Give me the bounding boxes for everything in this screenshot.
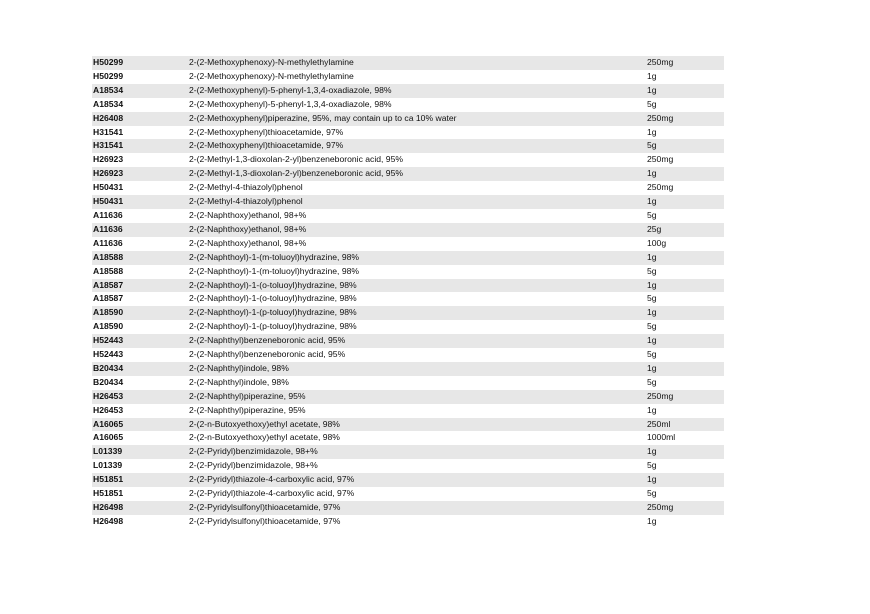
pack-size: 1g <box>646 362 724 376</box>
pack-size: 250mg <box>646 181 724 195</box>
product-code: L01339 <box>92 459 188 473</box>
product-code: A18587 <box>92 279 188 293</box>
product-name: 2-(2-Naphthyl)piperazine, 95% <box>188 390 646 404</box>
product-name: 2-(2-Naphthyl)indole, 98% <box>188 362 646 376</box>
product-name: 2-(2-Naphthoyl)-1-(o-toluoyl)hydrazine, 98% <box>188 279 646 293</box>
pack-size: 5g <box>646 265 724 279</box>
product-name: 2-(2-Pyridyl)benzimidazole, 98+% <box>188 445 646 459</box>
product-code: H51851 <box>92 473 188 487</box>
table-row <box>92 501 724 515</box>
table-row <box>92 418 724 432</box>
pack-size: 5g <box>646 139 724 153</box>
pack-size: 5g <box>646 209 724 223</box>
product-code: H26923 <box>92 167 188 181</box>
table-row <box>92 334 724 348</box>
product-name: 2-(2-Naphthoyl)-1-(o-toluoyl)hydrazine, 98% <box>188 292 646 306</box>
product-code: H26923 <box>92 153 188 167</box>
pack-size: 1g <box>646 84 724 98</box>
product-table-body <box>92 56 724 529</box>
product-code: H26408 <box>92 112 188 126</box>
product-code: H26498 <box>92 515 188 529</box>
product-table <box>92 56 724 529</box>
pack-size: 1g <box>646 251 724 265</box>
table-row <box>92 404 724 418</box>
pack-size: 100g <box>646 237 724 251</box>
pack-size: 5g <box>646 348 724 362</box>
pack-size: 1g <box>646 404 724 418</box>
product-code: A11636 <box>92 209 188 223</box>
table-row <box>92 473 724 487</box>
table-row <box>92 167 724 181</box>
product-name: 2-(2-Methoxyphenyl)thioacetamide, 97% <box>188 126 646 140</box>
product-name: 2-(2-Methyl-4-thiazolyl)phenol <box>188 181 646 195</box>
pack-size: 1g <box>646 167 724 181</box>
pack-size: 1g <box>646 306 724 320</box>
product-name: 2-(2-Pyridyl)benzimidazole, 98+% <box>188 459 646 473</box>
pack-size: 1g <box>646 279 724 293</box>
product-code: A18590 <box>92 320 188 334</box>
table-row <box>92 292 724 306</box>
product-code: A18534 <box>92 84 188 98</box>
pack-size: 1000ml <box>646 431 724 445</box>
table-row <box>92 98 724 112</box>
pack-size: 25g <box>646 223 724 237</box>
table-row <box>92 390 724 404</box>
product-name: 2-(2-Naphthoxy)ethanol, 98+% <box>188 237 646 251</box>
pack-size: 250ml <box>646 418 724 432</box>
table-row <box>92 515 724 529</box>
product-name: 2-(2-Naphthoyl)-1-(p-toluoyl)hydrazine, 98% <box>188 320 646 334</box>
table-row <box>92 70 724 84</box>
table-row <box>92 195 724 209</box>
table-row <box>92 84 724 98</box>
pack-size: 1g <box>646 195 724 209</box>
table-row <box>92 126 724 140</box>
pack-size: 5g <box>646 487 724 501</box>
product-name: 2-(2-Methoxyphenyl)piperazine, 95%, may contain up to ca 10% water <box>188 112 646 126</box>
product-name: 2-(2-n-Butoxyethoxy)ethyl acetate, 98% <box>188 431 646 445</box>
pack-size: 1g <box>646 126 724 140</box>
pack-size: 5g <box>646 376 724 390</box>
product-code: A16065 <box>92 431 188 445</box>
table-row <box>92 56 724 70</box>
product-code: H51851 <box>92 487 188 501</box>
product-name: 2-(2-Methoxyphenoxy)-N-methylethylamine <box>188 56 646 70</box>
product-code: L01339 <box>92 445 188 459</box>
pack-size: 1g <box>646 445 724 459</box>
pack-size: 250mg <box>646 390 724 404</box>
product-name: 2-(2-Pyridyl)thiazole-4-carboxylic acid, 97% <box>188 487 646 501</box>
product-code: A16065 <box>92 418 188 432</box>
product-code: H26498 <box>92 501 188 515</box>
product-name: 2-(2-Pyridylsulfonyl)thioacetamide, 97% <box>188 501 646 515</box>
product-code: A18588 <box>92 251 188 265</box>
pack-size: 1g <box>646 515 724 529</box>
product-name: 2-(2-Methyl-1,3-dioxolan-2-yl)benzeneboronic acid, 95% <box>188 153 646 167</box>
product-name: 2-(2-n-Butoxyethoxy)ethyl acetate, 98% <box>188 418 646 432</box>
pack-size: 5g <box>646 459 724 473</box>
pack-size: 5g <box>646 292 724 306</box>
product-name: 2-(2-Methoxyphenyl)thioacetamide, 97% <box>188 139 646 153</box>
product-code: H50299 <box>92 56 188 70</box>
product-code: A11636 <box>92 237 188 251</box>
product-name: 2-(2-Naphthyl)benzeneboronic acid, 95% <box>188 334 646 348</box>
pack-size: 5g <box>646 320 724 334</box>
product-code: H50299 <box>92 70 188 84</box>
product-name: 2-(2-Naphthyl)piperazine, 95% <box>188 404 646 418</box>
product-name: 2-(2-Methoxyphenyl)-5-phenyl-1,3,4-oxadiazole, 98% <box>188 98 646 112</box>
product-code: H31541 <box>92 126 188 140</box>
product-code: H50431 <box>92 181 188 195</box>
product-code: H26453 <box>92 390 188 404</box>
product-name: 2-(2-Methyl-1,3-dioxolan-2-yl)benzeneboronic acid, 95% <box>188 167 646 181</box>
pack-size: 250mg <box>646 56 724 70</box>
product-code: A18588 <box>92 265 188 279</box>
product-code: H52443 <box>92 348 188 362</box>
product-name: 2-(2-Methyl-4-thiazolyl)phenol <box>188 195 646 209</box>
pack-size: 1g <box>646 473 724 487</box>
pack-size: 250mg <box>646 112 724 126</box>
product-name: 2-(2-Naphthoyl)-1-(m-toluoyl)hydrazine, 98% <box>188 251 646 265</box>
table-row <box>92 279 724 293</box>
pack-size: 1g <box>646 334 724 348</box>
product-name: 2-(2-Naphthoyl)-1-(m-toluoyl)hydrazine, 98% <box>188 265 646 279</box>
table-row <box>92 153 724 167</box>
product-code: H50431 <box>92 195 188 209</box>
table-row <box>92 306 724 320</box>
product-name: 2-(2-Pyridyl)thiazole-4-carboxylic acid, 97% <box>188 473 646 487</box>
product-name: 2-(2-Naphthoxy)ethanol, 98+% <box>188 209 646 223</box>
product-code: B20434 <box>92 362 188 376</box>
table-row <box>92 265 724 279</box>
table-row <box>92 139 724 153</box>
product-code: A18534 <box>92 98 188 112</box>
product-code: H52443 <box>92 334 188 348</box>
product-code: H31541 <box>92 139 188 153</box>
table-row <box>92 459 724 473</box>
product-name: 2-(2-Pyridylsulfonyl)thioacetamide, 97% <box>188 515 646 529</box>
table-row <box>92 362 724 376</box>
product-name: 2-(2-Methoxyphenoxy)-N-methylethylamine <box>188 70 646 84</box>
table-row <box>92 223 724 237</box>
table-row <box>92 376 724 390</box>
product-name: 2-(2-Methoxyphenyl)-5-phenyl-1,3,4-oxadiazole, 98% <box>188 84 646 98</box>
pack-size: 250mg <box>646 501 724 515</box>
product-name: 2-(2-Naphthyl)benzeneboronic acid, 95% <box>188 348 646 362</box>
table-row <box>92 487 724 501</box>
product-name: 2-(2-Naphthoyl)-1-(p-toluoyl)hydrazine, 98% <box>188 306 646 320</box>
product-code: B20434 <box>92 376 188 390</box>
table-row <box>92 348 724 362</box>
product-code: A18587 <box>92 292 188 306</box>
product-code: A18590 <box>92 306 188 320</box>
table-row <box>92 445 724 459</box>
product-name: 2-(2-Naphthyl)indole, 98% <box>188 376 646 390</box>
pack-size: 250mg <box>646 153 724 167</box>
product-name: 2-(2-Naphthoxy)ethanol, 98+% <box>188 223 646 237</box>
table-row <box>92 112 724 126</box>
table-row <box>92 209 724 223</box>
table-row <box>92 181 724 195</box>
table-row <box>92 251 724 265</box>
table-row <box>92 320 724 334</box>
pack-size: 5g <box>646 98 724 112</box>
table-row <box>92 431 724 445</box>
product-code: A11636 <box>92 223 188 237</box>
pack-size: 1g <box>646 70 724 84</box>
table-row <box>92 237 724 251</box>
product-code: H26453 <box>92 404 188 418</box>
